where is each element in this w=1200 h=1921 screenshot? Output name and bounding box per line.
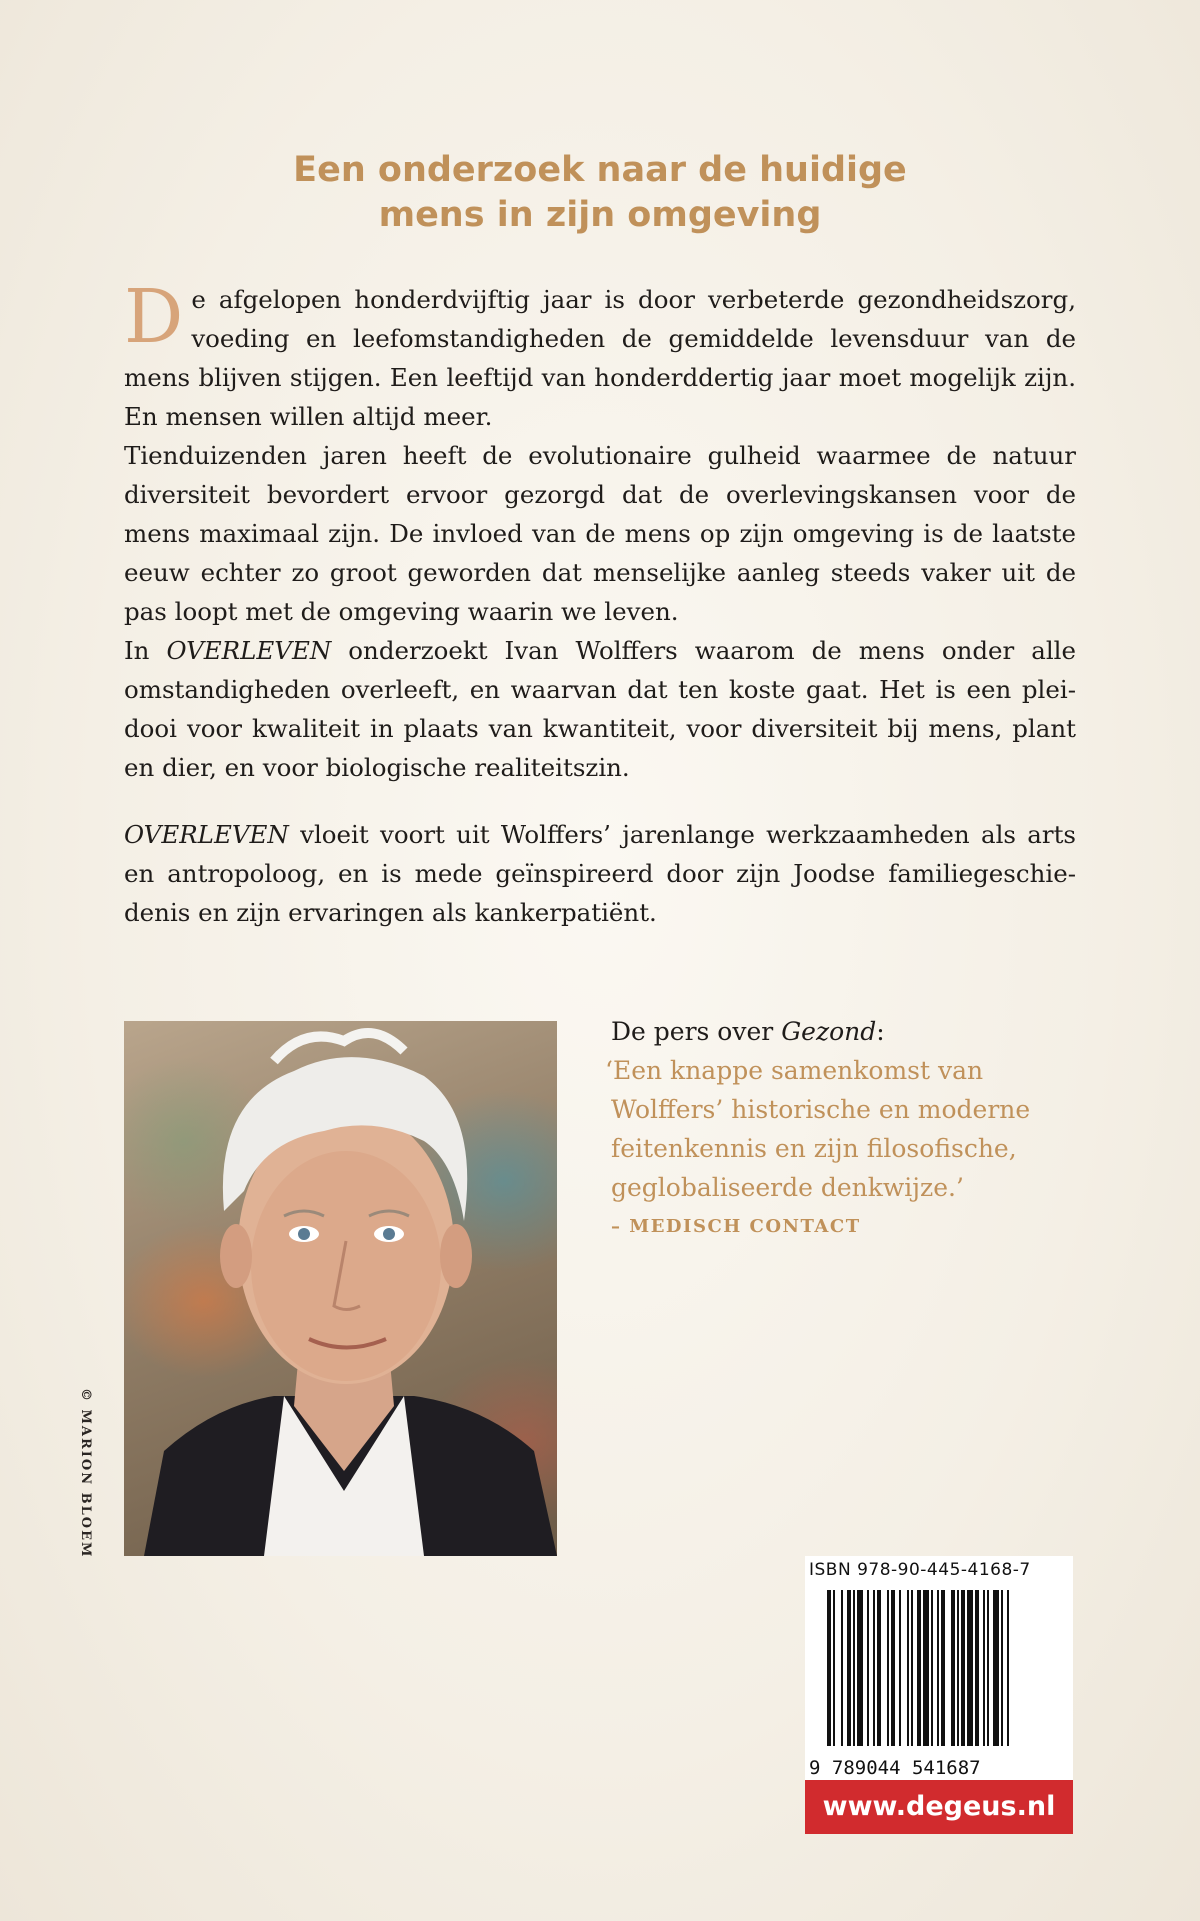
dropcap: D [124, 274, 184, 360]
barcode-bar [873, 1590, 875, 1746]
barcode-bar [911, 1590, 913, 1746]
p3-intro: In [124, 636, 167, 665]
press-quote-line: feitenkennis en zijn filosofische, [611, 1134, 1017, 1163]
barcode-bar [941, 1590, 945, 1746]
heading-line-1: Een onderzoek naar de huidige [293, 150, 907, 190]
barcode-bar [917, 1590, 921, 1746]
press-label [605, 1012, 1085, 1051]
author-photo [124, 1021, 557, 1556]
barcode-bar [951, 1590, 955, 1746]
barcode-bar [923, 1590, 929, 1746]
press-quote-line: Wolffers’ historische en moderne [611, 1095, 1031, 1124]
blurb-paragraph-4 [124, 815, 1076, 932]
press-quote-line: ‘Een knappe samenkomst van [605, 1056, 984, 1085]
blurb-paragraph-1-text: e afgelopen honderdvijftig jaar is door verbeterde gezondheidszorg, voeding en leefomstandigheden de gemiddelde levensduur van de mens blijven stijgen. Een leeftijd van honderddertig jaar moet mogelijk zijn. En mensen willen altijd meer. [124, 285, 1076, 431]
blurb-paragraph-1 [124, 274, 1076, 436]
barcode-bar [887, 1590, 889, 1746]
barcode-bar [993, 1590, 999, 1746]
back-cover-heading [0, 148, 1200, 238]
photo-credit: © MARION BLOEM [78, 1388, 93, 1559]
barcode-bar [867, 1590, 869, 1746]
barcode-bar [877, 1590, 881, 1746]
barcode-bar [857, 1590, 863, 1746]
press-label-suffix: : [876, 1017, 885, 1046]
barcode-bar [827, 1590, 831, 1746]
barcode-graphic [805, 1556, 1073, 1780]
barcode-bar [961, 1590, 965, 1746]
barcode-bar [987, 1590, 989, 1746]
press-quote-block [605, 1012, 1085, 1246]
author-portrait-illustration [124, 1021, 557, 1556]
barcode-bar [833, 1590, 835, 1746]
barcode-bar [847, 1590, 851, 1746]
heading-line-2: mens in zijn omgeving [378, 195, 822, 235]
barcode-bar [907, 1590, 909, 1746]
isbn-barcode [805, 1556, 1073, 1780]
barcode-bar [931, 1590, 933, 1746]
barcode-bar [983, 1590, 985, 1746]
blurb-paragraph-2: Tienduizenden jaren heeft de evolutionaire gulheid waarmee de natuur diversiteit bevordert ervoor gezorgd dat de overlevingskansen voor de mens maximaal zijn. De invloed van de mens op zijn omgeving is de laatste eeuw echter zo groot geworden dat menselijke aanleg steeds vaker uit de pas loopt met de omgeving waarin we leven. [124, 441, 1076, 626]
barcode-digits: 9 789044 541687 [809, 1757, 981, 1779]
barcode-bar [891, 1590, 895, 1746]
barcode-bar [841, 1590, 843, 1746]
blurb-text [124, 274, 1077, 932]
blurb-paragraph-3 [124, 631, 1076, 787]
book-title: OVERLEVEN [166, 636, 332, 665]
book-title: OVERLEVEN [124, 820, 289, 849]
barcode-bar [967, 1590, 973, 1746]
p4-rest: vloeit voort uit Wolffers’ jarenlange werkzaamheden als arts en antropoloog, en is mede geïnspireerd door zijn Joodse familiegeschiedenis en zijn ervaringen als kankerpatiënt. [124, 820, 1076, 927]
barcode-bar [1001, 1590, 1003, 1746]
barcode-bar [1007, 1590, 1009, 1746]
barcode-bar [853, 1590, 855, 1746]
isbn-label: ISBN 978-90-445-4168-7 [809, 1560, 1031, 1580]
publisher-url: www.degeus.nl [805, 1780, 1073, 1834]
barcode-bar [957, 1590, 959, 1746]
press-quote-line: geglobaliseerde denkwijze.’ [611, 1173, 964, 1202]
press-book-title: Gezond [781, 1017, 877, 1046]
barcode-bar [899, 1590, 901, 1746]
press-label-prefix: De pers over [611, 1017, 782, 1046]
barcode-bar [937, 1590, 939, 1746]
barcode-bar [975, 1590, 979, 1746]
press-source: – MEDISCH CONTACT [611, 1216, 861, 1237]
p3-rest: onderzoekt Ivan Wolffers waarom de mens onder alle omstandigheden overleeft, en waarvan dat ten koste gaat. Het is een pleidooi voor kwaliteit in plaats van kwantiteit, voor diversiteit bij mens, plant en dier, en voor biologische realiteitszin. [124, 636, 1077, 782]
